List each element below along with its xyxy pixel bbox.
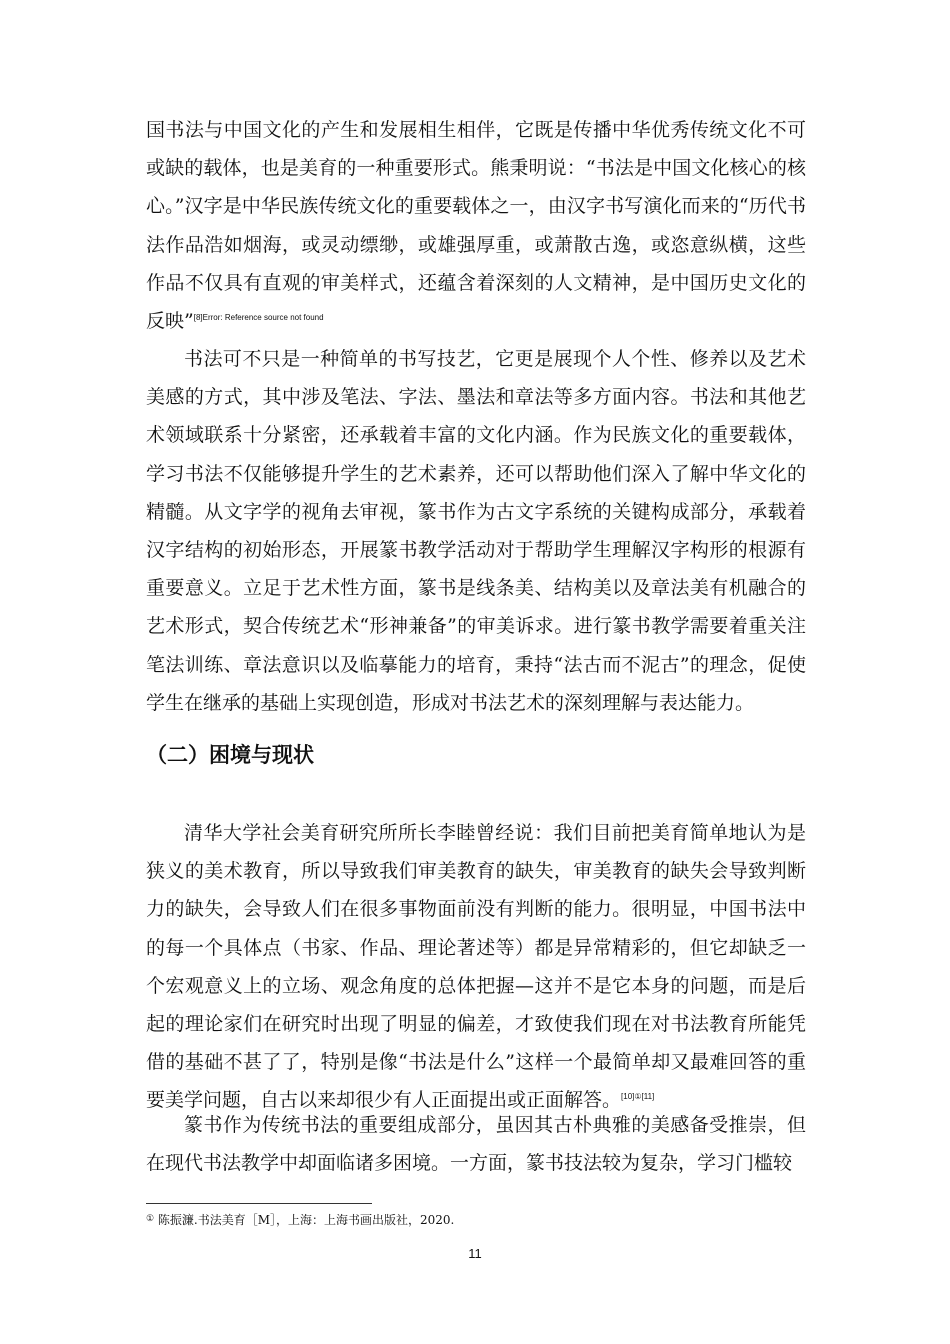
- body-paragraph-2: [146, 340, 806, 722]
- page-number: 11: [468, 1246, 482, 1261]
- citation-reference[interactable]: [8]Error: Reference source not found: [193, 313, 324, 323]
- section-heading: （二）困境与现状: [146, 743, 314, 767]
- footnote-text: 陈振濂.书法美育［M］，上海：上海书画出版社，2020.: [154, 1213, 455, 1227]
- citation-reference[interactable]: [10]①[11]: [621, 1092, 655, 1102]
- footnote-separator: [146, 1203, 372, 1204]
- paragraph-text: 清华大学社会美育研究所所长李睦曾经说：我们目前把美育简单地认为是狭义的美术教育，所以导致我们审美教育的缺失，审美教育的缺失会导致判断力的缺失，会导致人们在很多事物面前没有判断的能力。很明显，中国书法中的每一个具体点（书家、作品、理论著述等）都是异常精彩的，但它却缺乏一个宏观意义上的立场、观念角度的总体把握—这并不是它本身的问题，而是后起的理论家们在研究时出现了明显的偏差，才致使我们现在对书法教育所能凭借的基础不甚了了，特别是像“书法是什么”这样一个最简单却又最难回答的重要美学问题，自古以来却很少有人正面提出或正面解答。: [146, 822, 806, 1112]
- paragraph-text: 篆书作为传统书法的重要组成部分，虽因其古朴典雅的美感备受推崇，但在现代书法教学中却面临诸多困境。一方面，篆书技法较为复杂，学习门槛较: [146, 1114, 806, 1175]
- paragraph-text: 书法可不只是一种简单的书写技艺，它更是展现个人个性、修养以及艺术美感的方式，其中涉及笔法、字法、墨法和章法等多方面内容。书法和其他艺术领域联系十分紧密，还承载着丰富的文化内涵。作为民族文化的重要载体，学习书法不仅能够提升学生的艺术素养，还可以帮助他们深入了解中华文化的精髓。从文字学的视角去审视，篆书作为古文字系统的关键构成部分，承载着汉字结构的初始形态，开展篆书教学活动对于帮助学生理解汉字构形的根源有重要意义。立足于艺术性方面，篆书是线条美、结构美以及章法美有机融合的艺术形式，契合传统艺术“形神兼备”的审美诉求。进行篆书教学需要着重关注笔法训练、章法意识以及临摹能力的培育，秉持“法古而不泥古”的理念，促使学生在继承的基础上实现创造，形成对书法艺术的深刻理解与表达能力。: [146, 348, 806, 714]
- footnote-marker: ①: [146, 1214, 155, 1224]
- footnote: [146, 1211, 454, 1228]
- paragraph-text: 国书法与中国文化的产生和发展相生相伴，它既是传播中华优秀传统文化不可或缺的载体，也是美育的一种重要形式。熊秉明说：“书法是中国文化核心的核心。”汉字是中华民族传统文化的重要载体之一，由汉字书写演化而来的“历代书法作品浩如烟海，或灵动缥缈，或雄强厚重，或萧散古逸，或恣意纵横，这些作品不仅具有直观的审美样式，还蕴含着深刻的人文精神，是中国历史文化的反映”: [146, 119, 806, 333]
- body-paragraph-4: [146, 1106, 806, 1182]
- body-paragraph-1: [146, 111, 806, 340]
- body-paragraph-3: [146, 814, 806, 1120]
